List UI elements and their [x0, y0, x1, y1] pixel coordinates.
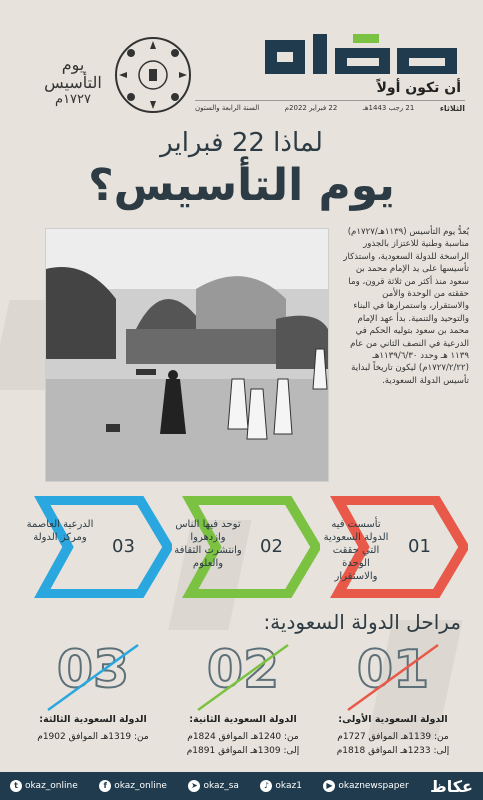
social-telegram[interactable] [188, 780, 239, 792]
dateline-gregorian: 22 فبراير 2022م [284, 104, 338, 112]
dateline-hijri: 21 رجب 1443هـ [362, 104, 415, 112]
stage-01-to: إلى: 1233هـ الموافق 1818م [336, 746, 450, 756]
chevron-02-number: 02 [260, 536, 283, 557]
social-handle: okaz1 [275, 781, 302, 791]
stage-02-from: من: 1240هـ الموافق 1824م [187, 732, 299, 742]
social-handle: okaz_sa [203, 781, 239, 791]
chevron-03 [22, 496, 172, 598]
social-facebook[interactable] [99, 780, 167, 792]
dateline-day: الثلاثاء [439, 104, 465, 113]
founding-logo-year: ١٧٢٧م [55, 92, 91, 107]
historic-photo-illustration [46, 229, 328, 481]
okaz-logo [255, 30, 465, 82]
social-handle: okaz_online [25, 781, 78, 791]
stage-02-slash [188, 640, 298, 715]
stage-02 [168, 640, 318, 760]
chevron-02 [170, 496, 320, 598]
social-handle: okaznewspaper [338, 781, 409, 791]
founding-logo-text: يوم التأسيس [44, 55, 102, 92]
article-body: يُعدُّ يوم التأسيس (١١٣٩هـ/١٧٢٧م) مناسبة وطنية للاعتزاز بالجذور الراسخة للدولة السعودية، واستذكار تأسيسها على يد الإمام محمد بن سعود منذ أكثر من ثلاثة قرون، وما حققته من الوحدة والأمن والاستقرار، واستمرارها في البناء والتوحيد والتنمية. بدأ عهد الإمام محمد بن سعود بتوليه الحكم في الدرعية في النصف الثاني من عام ١١٣٩ هـ وحدد ١١٣٩/٦/٣٠هـ (١٧٢٧/٢/٢٢م) ليكون تاريخاً لبداية تأسيس الدولة السعودية. [343, 227, 469, 386]
social-youtube[interactable] [323, 780, 408, 792]
stage-03-slash [38, 640, 148, 715]
chevron-01-text: تأسست فيه الدولة السعودية التي حققت الوحدة والاستقرار [323, 519, 389, 582]
social-twitter[interactable] [10, 780, 78, 792]
headline-title: يوم التأسيس؟ [88, 160, 395, 211]
headline-subtitle: لماذا 22 فبراير [160, 128, 323, 158]
stage-03-number: 03 [56, 640, 130, 700]
chevron-01 [318, 496, 468, 598]
dateline [195, 100, 465, 113]
stage-03 [18, 640, 168, 760]
twitter-icon: t [10, 780, 22, 792]
founding-day-seal-icon [113, 35, 193, 115]
tagline: أن تكون أولاً [376, 80, 461, 96]
chevron-03-number: 03 [112, 536, 135, 557]
dateline-year: السنة الرابعة والستون [195, 104, 260, 112]
historic-photo [45, 228, 329, 482]
chevron-01-number: 01 [408, 536, 431, 557]
social-handle: okaz_online [114, 781, 167, 791]
stage-01-from: من: 1139هـ الموافق 1727م [337, 732, 449, 742]
stage-02-number: 02 [206, 640, 280, 700]
chevron-03-text: الدرعية العاصمة ومركز الدولة [26, 519, 94, 543]
stage-01-name: الدولة السعودية الأولى: [338, 714, 448, 725]
chevron-02-text: توحد فيها الناس وازدهروا وانتشرت الثقافة والعلوم [174, 519, 242, 569]
stage-01-number: 01 [356, 640, 430, 700]
chevron-03-shape [22, 496, 172, 598]
stages-title: مراحل الدولة السعودية: [263, 610, 461, 634]
footer-logo: عكاظ [430, 776, 473, 796]
stage-02-to: إلى: 1309هـ الموافق 1891م [186, 746, 300, 756]
telegram-icon: ➤ [188, 780, 200, 792]
stage-03-name: الدولة السعودية الثالثة: [39, 714, 147, 725]
stage-02-name: الدولة السعودية الثانية: [189, 714, 297, 725]
footer-bar [0, 772, 483, 800]
stage-01-slash [338, 640, 448, 715]
facebook-icon: f [99, 780, 111, 792]
founding-day-logo [38, 56, 108, 107]
tiktok-icon: ♪ [260, 780, 272, 792]
stage-03-from: من: 1319هـ الموافق 1902م [37, 732, 149, 742]
stage-01 [318, 640, 468, 760]
social-tiktok[interactable] [260, 780, 302, 792]
youtube-icon: ▶ [323, 780, 335, 792]
